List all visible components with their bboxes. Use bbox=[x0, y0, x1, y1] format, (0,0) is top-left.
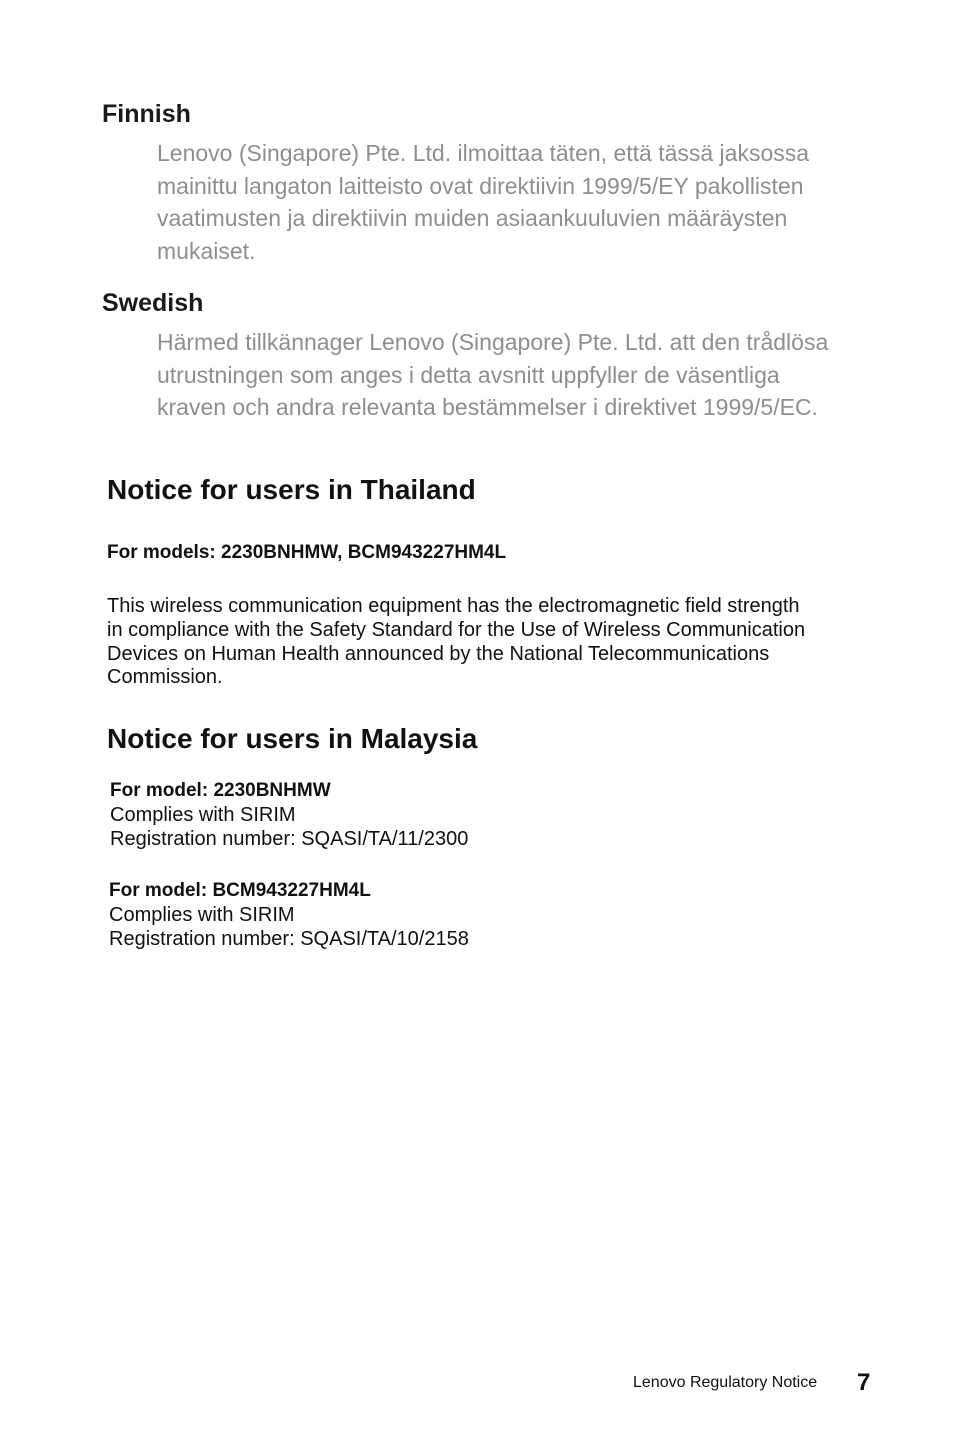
swedish-line-2: utrustningen som anges i detta avsnitt uppfyller de väsentliga bbox=[157, 361, 780, 388]
finnish-paragraph bbox=[157, 137, 877, 267]
page-number: 7 bbox=[857, 1369, 871, 1396]
malaysia-model-1-registration: Registration number: SQASI/TA/11/2300 bbox=[110, 828, 469, 850]
thailand-line-1: This wireless communication equipment has the electromagnetic field strength bbox=[107, 595, 800, 617]
malaysia-model-2-registration: Registration number: SQASI/TA/10/2158 bbox=[109, 928, 469, 950]
malaysia-model-2-complies: Complies with SIRIM bbox=[109, 904, 295, 926]
finnish-line-1: Lenovo (Singapore) Pte. Ltd. ilmoittaa täten, että tässä jaksossa bbox=[157, 140, 810, 166]
malaysia-model-1-label: For model: 2230BNHMW bbox=[110, 780, 331, 801]
swedish-line-1: Härmed tillkännager Lenovo (Singapore) Pte. Ltd. att den trådlösa bbox=[157, 329, 829, 355]
malaysia-section-title: Notice for users in Malaysia bbox=[107, 723, 478, 754]
malaysia-model-2-block bbox=[109, 879, 469, 951]
thailand-line-2: in compliance with the Safety Standard for the Use of Wireless Communication bbox=[107, 618, 806, 641]
thailand-line-4: Commission. bbox=[107, 666, 223, 689]
swedish-paragraph bbox=[157, 326, 877, 424]
malaysia-model-2-label: For model: BCM943227HM4L bbox=[109, 880, 371, 901]
swedish-heading: Swedish bbox=[102, 289, 204, 317]
thailand-line-3: Devices on Human Health announced by the National Telecommunications bbox=[107, 642, 770, 665]
footer-label: Lenovo Regulatory Notice bbox=[633, 1374, 818, 1391]
thailand-section-title: Notice for users in Thailand bbox=[107, 474, 476, 505]
thailand-models-line: For models: 2230BNHMW, BCM943227HM4L bbox=[107, 542, 507, 563]
finnish-line-4: mukaiset. bbox=[157, 237, 256, 264]
malaysia-model-1-complies: Complies with SIRIM bbox=[110, 804, 296, 826]
swedish-line-3: kraven och andra relevanta bestämmelser i direktivet 1999/5/EC. bbox=[157, 394, 818, 420]
malaysia-model-1-block bbox=[110, 779, 468, 851]
finnish-line-3: vaatimusten ja direktiivin muiden asiaankuuluvien määräysten bbox=[157, 205, 788, 231]
finnish-line-2: mainittu langaton laitteisto ovat direktiivin 1999/5/EY pakollisten bbox=[157, 172, 804, 199]
finnish-heading: Finnish bbox=[102, 100, 191, 128]
thailand-paragraph bbox=[107, 595, 887, 690]
